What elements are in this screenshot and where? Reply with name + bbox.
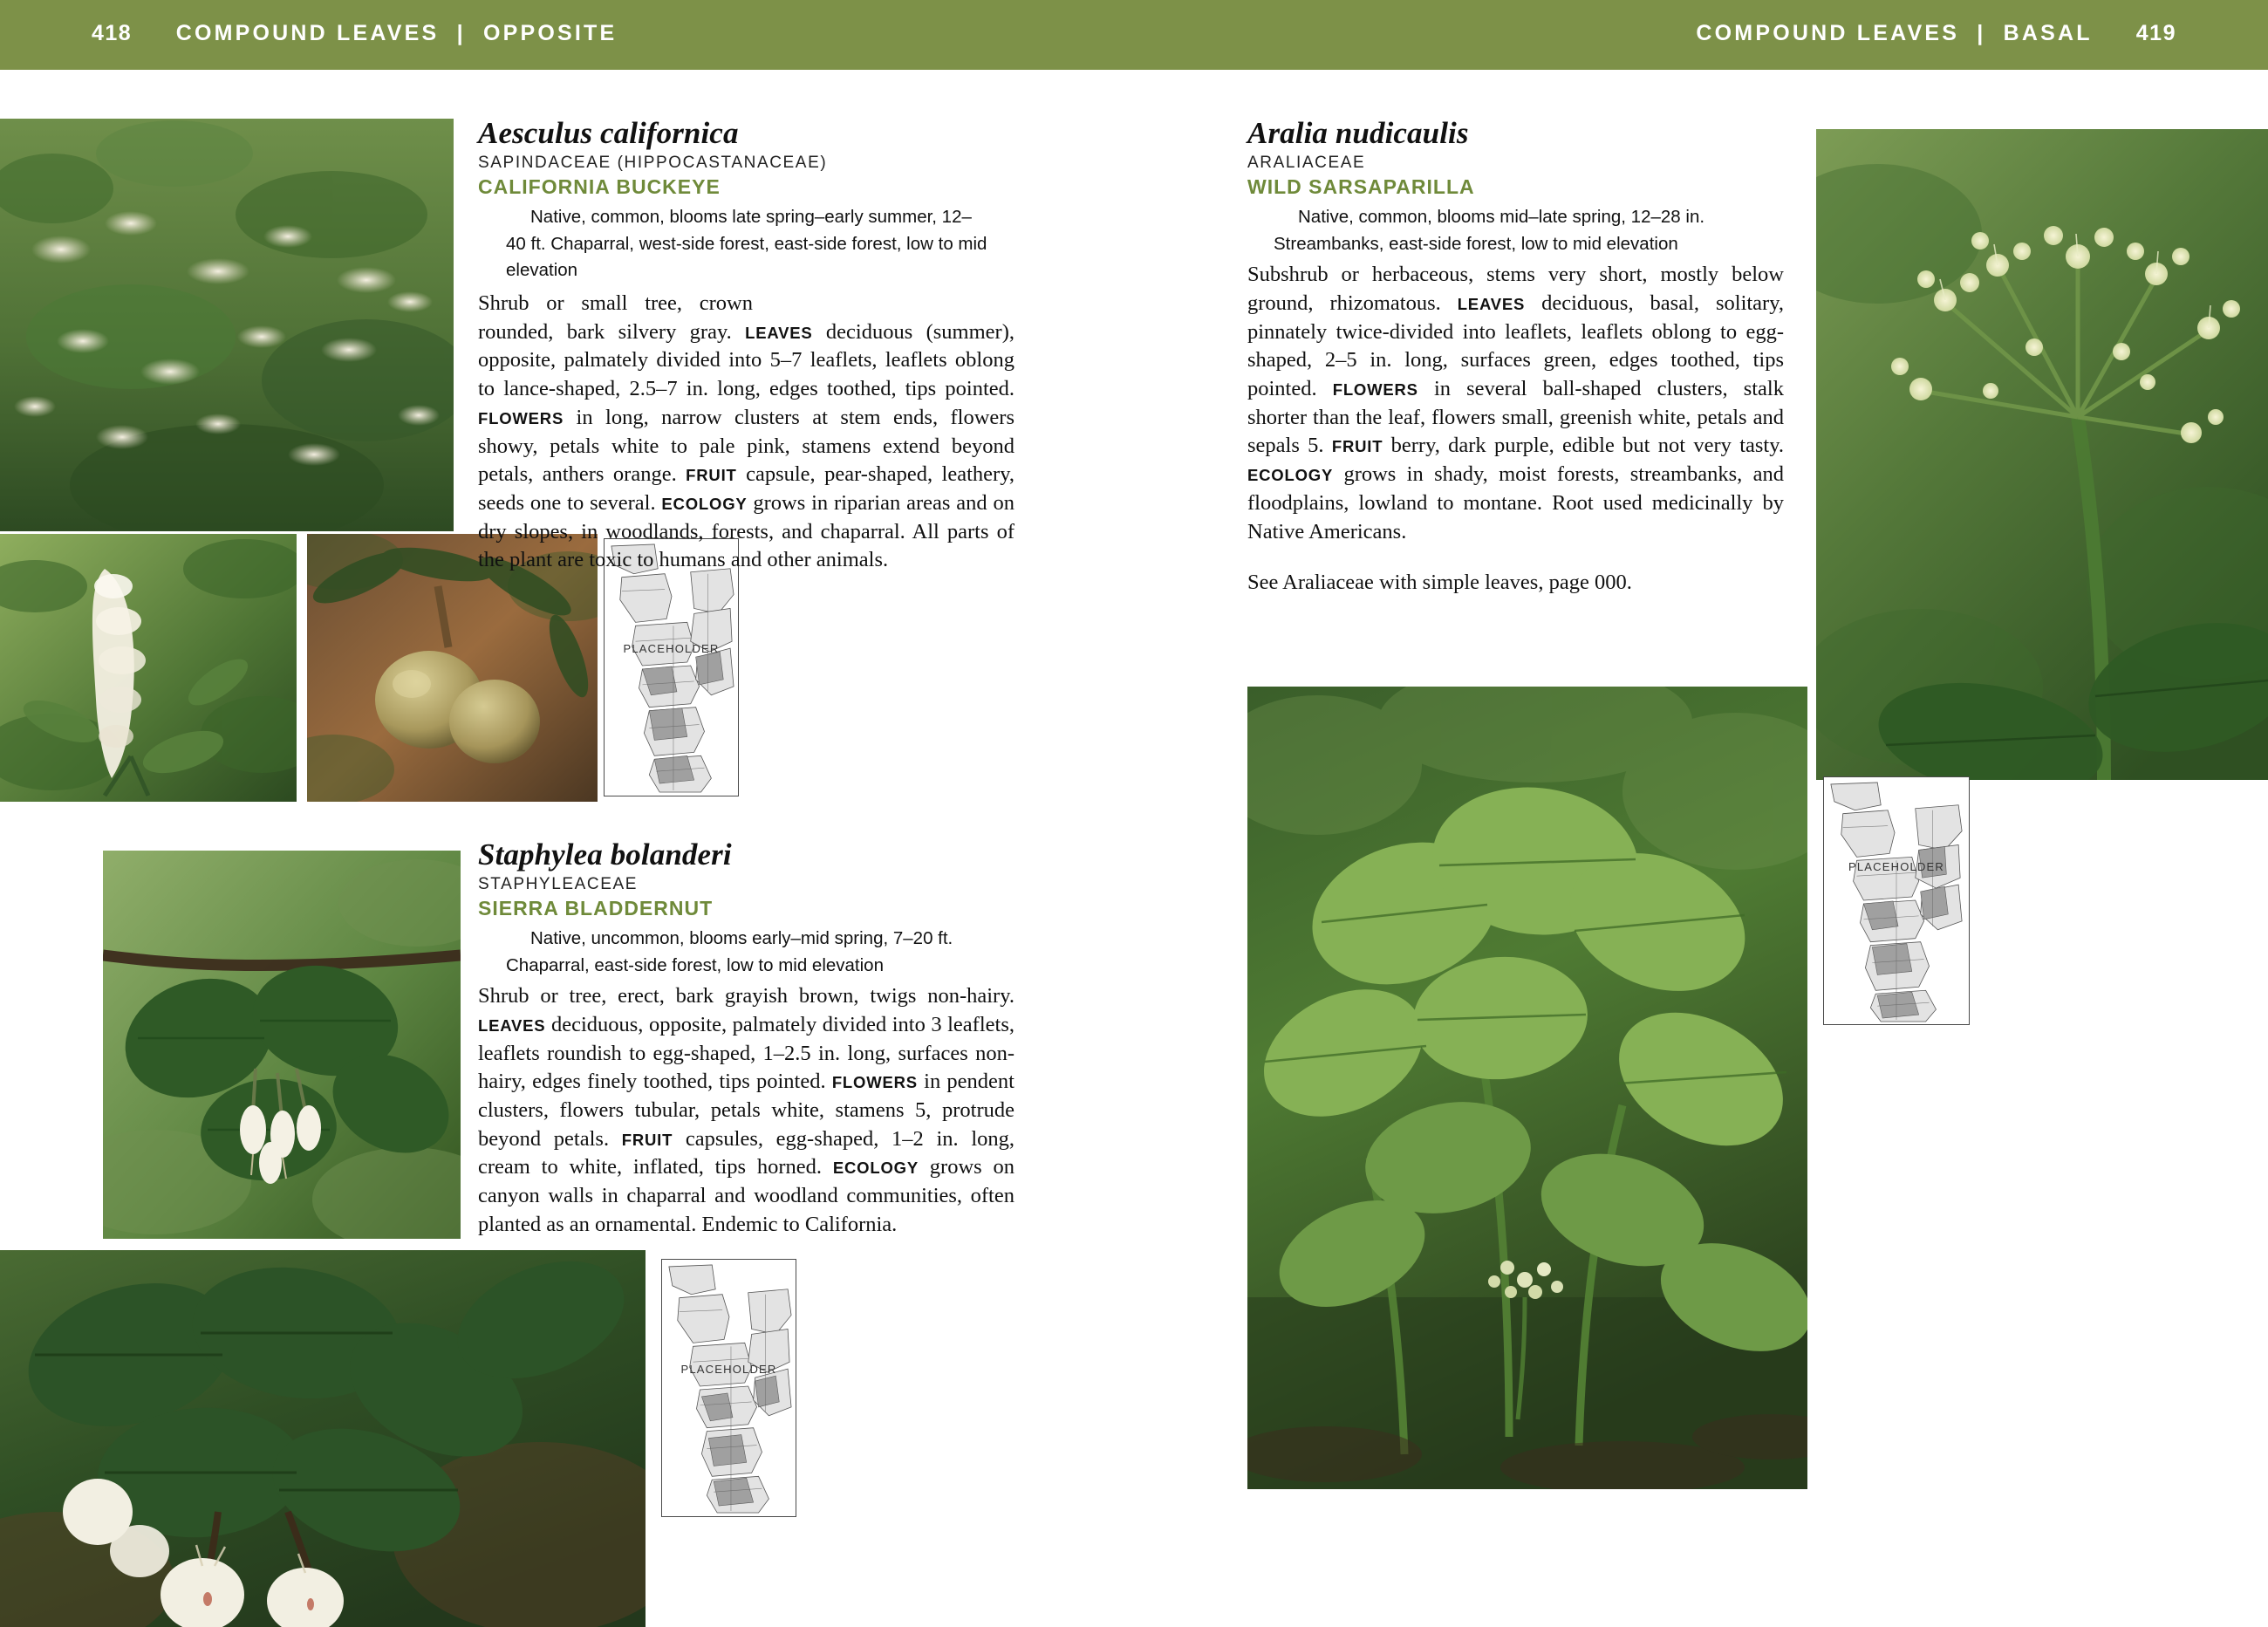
entry-aesculus-californica [478,118,1014,575]
range-map-aralia-nudicaulis [1823,776,1970,1025]
photo-bladdernut-fruit-image [0,1250,646,1627]
header-left [92,21,617,46]
aesculus-scientific-name: Aesculus californica [478,116,739,150]
aralia-description: Subshrub or herbaceous, stems very short, mostly below ground, rhizomatous. LEAVES deciduous, basal, solitary, pinnately twice-divided into leaflets, leaflets oblong to egg-shaped, 2–5 in. long, surfaces green, edges toothed, tips pointed. FLOWERS in several ball-shaped clusters, stalk shorter than the leaf, flowers small, greenish white, petals and sepals 5. FRUIT berry, dark purple, edible but not very tasty. ECOLOGY grows in shady, moist forests, streambanks, and floodplains, lowland to montane. Root used medicinally by Native Americans. [1247,263,1785,543]
range-map-staphylea-graphic [662,1260,796,1516]
left-subsection-label: OPPOSITE [482,21,618,45]
left-section-label: COMPOUND LEAVES [175,21,440,45]
photo-bladdernut-leaves-flowers [103,851,461,1239]
page-header-band [0,0,2268,70]
aralia-family: ARALIACEAE [1247,153,1366,172]
left-divider: | [456,21,466,45]
photo-buckeye-shrub-image [0,119,454,531]
range-map-aesculus-californica [604,538,739,796]
photo-sarsaparilla-umbel-image [1816,129,2268,780]
photo-buckeye-flower-closeup [0,534,297,802]
right-section-label: COMPOUND LEAVES [1696,21,1960,45]
aralia-common-name: WILD SARSAPARILLA [1247,174,1475,198]
aesculus-meta: Native, common, blooms late spring–early summer, 12–40 ft. Chaparral, west-side forest, east-side forest, low to mid elevation [506,206,987,281]
map-placeholder-label-bladdernut: PLACEHOLDER [680,1363,777,1376]
aralia-scientific-name: Aralia nudicaulis [1247,116,1469,150]
header-right [1696,21,2176,46]
photo-sarsaparilla-plant-habit [1247,687,1807,1489]
photo-bladdernut-leaves-image [103,851,461,1239]
staphylea-scientific-name: Staphylea bolanderi [478,837,732,872]
photo-bladdernut-fruit-capsules [0,1250,646,1627]
map-placeholder-label-sarsaparilla: PLACEHOLDER [1848,860,1944,873]
right-subsection-label: BASAL [2003,21,2093,45]
map-placeholder-label-buckeye: PLACEHOLDER [623,642,720,655]
staphylea-meta: Native, uncommon, blooms early–mid spring, 7–20 ft. Chaparral, east-side forest, low to mid elevation [506,927,953,975]
photo-sarsaparilla-flower-umbel [1816,129,2268,780]
range-map-staphylea-bolanderi [661,1259,796,1517]
staphylea-description: Shrub or tree, erect, bark grayish brown, twigs non-hairy. LEAVES deciduous, opposite, palmately divided into 3 leaflets, leaflets roundish to egg-shaped, 1–2.5 in. long, surfaces non-hairy, edges finely toothed, tips pointed. FLOWERS in pendent clusters, flowers tubular, petals white, stamens 5, protrude beyond petals. FRUIT capsules, egg-shaped, 1–2 in. long, cream to white, inflated, tips horned. ECOLOGY grows on canyon walls in chaparral and woodland communities, often planted as an ornamental. Endemic to California. [478,984,1014,1236]
aralia-meta: Native, common, blooms mid–late spring, 12–28 in. Streambanks, east-side forest, low to mid elevation [1274,206,1705,254]
aralia-cross-reference: See Araliaceae with simple leaves, page 000. [1247,571,1632,595]
left-page-number: 418 [92,21,133,45]
range-map-aesculus-graphic [605,539,738,796]
right-page-number: 419 [2135,21,2176,45]
aesculus-description: Shrub or small tree, crown rounded, bark silvery gray. LEAVES deciduous (summer), opposite, palmately divided into 5–7 leaflets, leaflets oblong to lance-shaped, 2.5–7 in. long, edges toothed, tips pointed. FLOWERS in long, narrow clusters at stem ends, flowers showy, petals white to pale pink, stamens extend beyond petals, anthers orange. FRUIT capsule, pear-shaped, leathery, seeds one to several. ECOLOGY grows in riparian areas and on dry slopes, in woodlands, forests, and chaparral. All parts of the plant are toxic to humans and other animals. [478,291,1014,572]
entry-staphylea-bolanderi [478,839,1014,1240]
aesculus-family: SAPINDACEAE (HIPPOCASTANACEAE) [478,153,828,172]
aesculus-common-name: CALIFORNIA BUCKEYE [478,174,721,198]
photo-buckeye-flower-image [0,534,297,802]
photo-buckeye-shrub-flowering [0,119,454,531]
staphylea-family: STAPHYLEACEAE [478,874,639,893]
right-divider: | [1977,21,1986,45]
range-map-aralia-graphic [1824,777,1969,1024]
entry-aralia-nudicaulis [1247,118,1784,598]
photo-sarsaparilla-habit-image [1247,687,1807,1489]
staphylea-common-name: SIERRA BLADDERNUT [478,896,714,919]
